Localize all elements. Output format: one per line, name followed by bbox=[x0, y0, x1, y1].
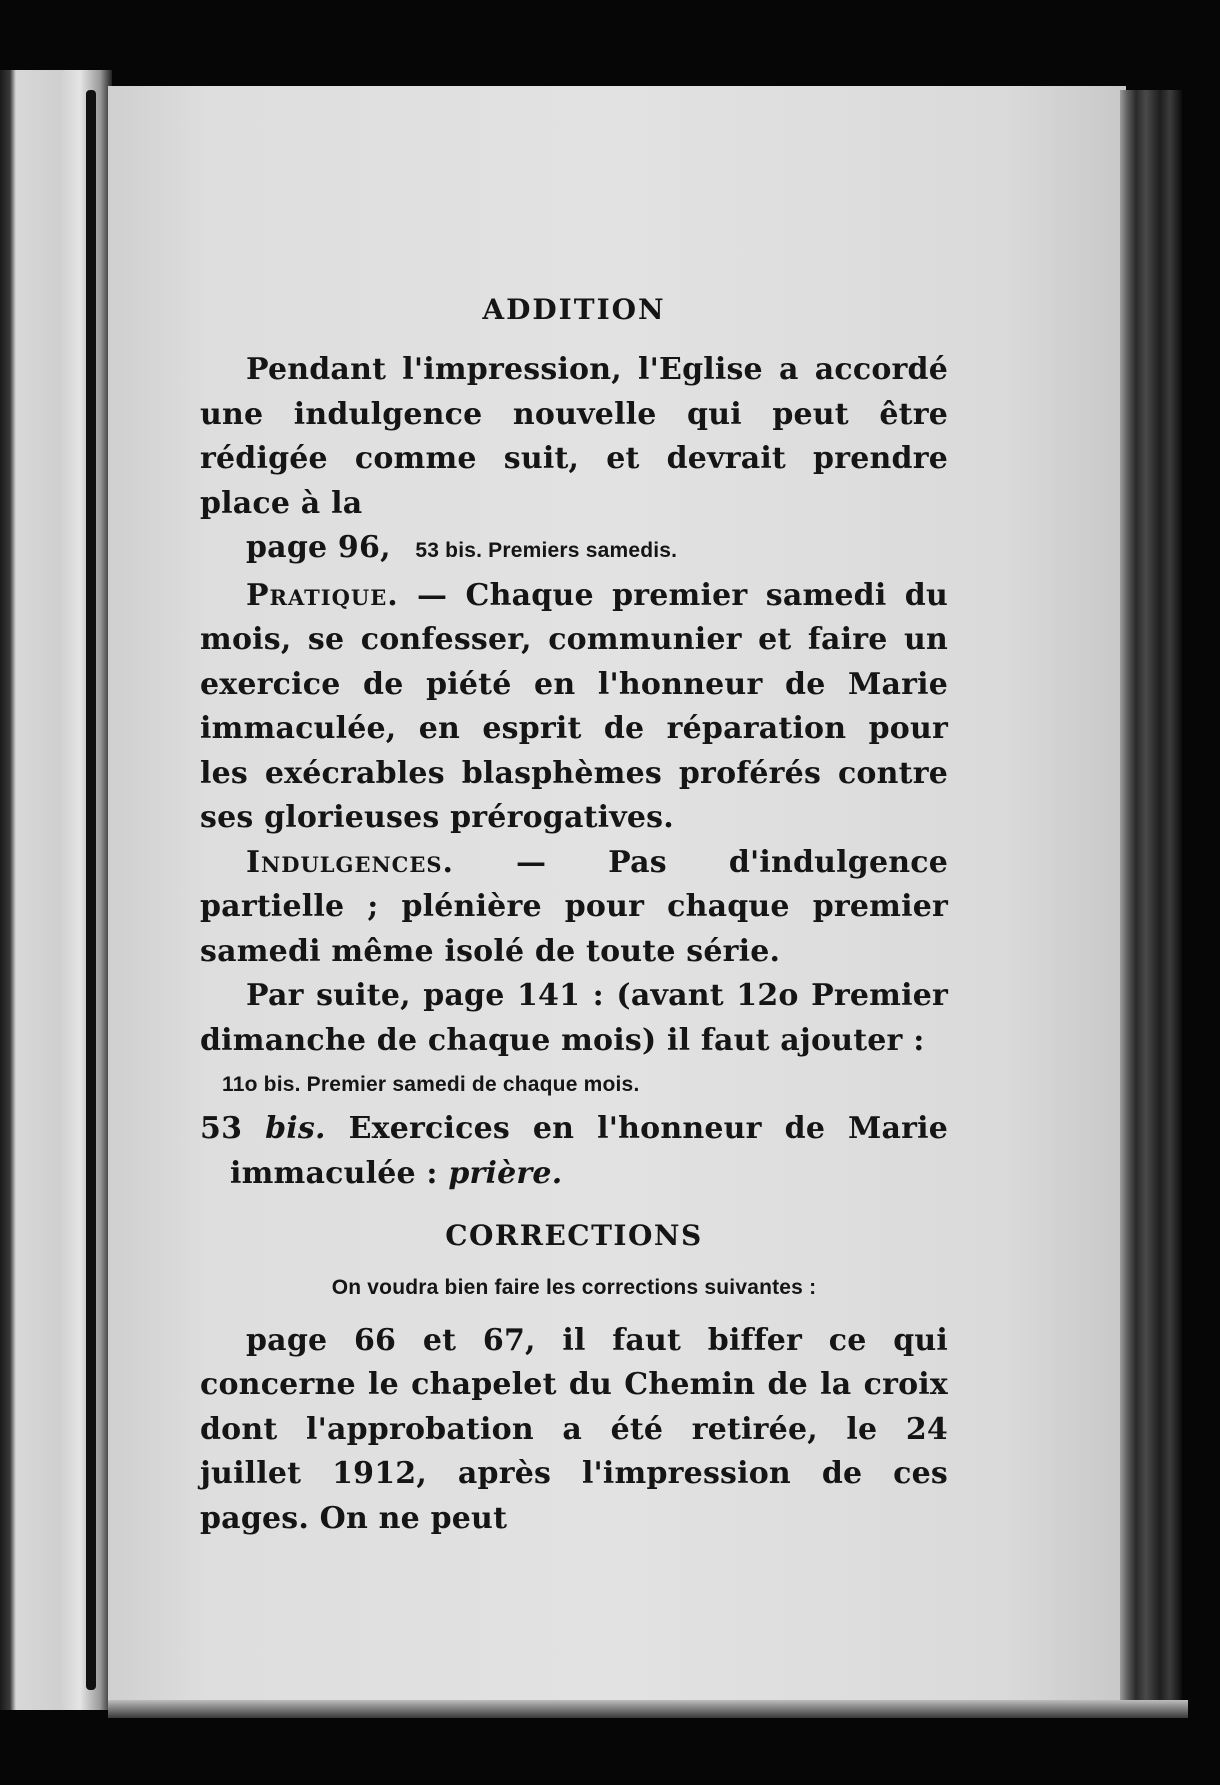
page-text bbox=[200, 290, 948, 1541]
item-53bis bbox=[200, 1107, 948, 1196]
corrections-subheading: On voudra bien faire les corrections suivantes : bbox=[331, 1276, 817, 1299]
item-53-text: Exercices en l'honneur de Marie immaculée : bbox=[230, 1111, 948, 1191]
indulgences-text: — Pas d'indulgence partielle ; plénière pour chaque premier samedi même isolé de toute série. bbox=[200, 844, 948, 969]
addition-heading: ADDITION bbox=[482, 293, 666, 326]
page-bottom-edge bbox=[108, 1700, 1188, 1718]
page-ref-label: page 96, bbox=[246, 530, 391, 565]
pratique-label: Pratique. bbox=[246, 577, 399, 613]
indulgences-label: Indulgences. bbox=[246, 844, 454, 880]
spine-binding bbox=[86, 90, 96, 1690]
item-53-priere: prière. bbox=[448, 1155, 563, 1191]
corrections-text: page 66 et 67, il faut biffer ce qui concerne le chapelet du Chemin de la croix dont l'approbation a été retirée, le 24 juillet 1912, après l'impression de ces pages. On ne peut bbox=[200, 1322, 948, 1536]
pratique-text: — Chaque premier samedi du mois, se confesser, communier et faire un exercice de piété en l'honneur de Marie immaculée, en esprit de réparation pour les exécrables blasphèmes proférés contre ses glorieuses prérogatives. bbox=[200, 577, 948, 835]
indulgences-paragraph bbox=[200, 841, 948, 975]
item-53-number: 53 bbox=[200, 1111, 243, 1146]
suite-paragraph: Par suite, page 141 : (avant 12o Premier dimanche de chaque mois) il faut ajouter : bbox=[200, 978, 948, 1058]
page-ref-item: 53 bis. Premiers samedis. bbox=[415, 539, 678, 562]
page-edge bbox=[1120, 90, 1182, 1710]
item-53-bis: bis. bbox=[265, 1111, 326, 1146]
addition-intro: Pendant l'impression, l'Eglise a accordé une indulgence nouvelle qui peut être rédigée comme suit, et devrait prendre place à la bbox=[200, 352, 948, 521]
item-11bis: 11o bis. Premier samedi de chaque mois. bbox=[222, 1073, 640, 1096]
corrections-heading: CORRECTIONS bbox=[445, 1219, 703, 1252]
pratique-paragraph bbox=[200, 574, 948, 841]
page-reference bbox=[200, 526, 948, 574]
